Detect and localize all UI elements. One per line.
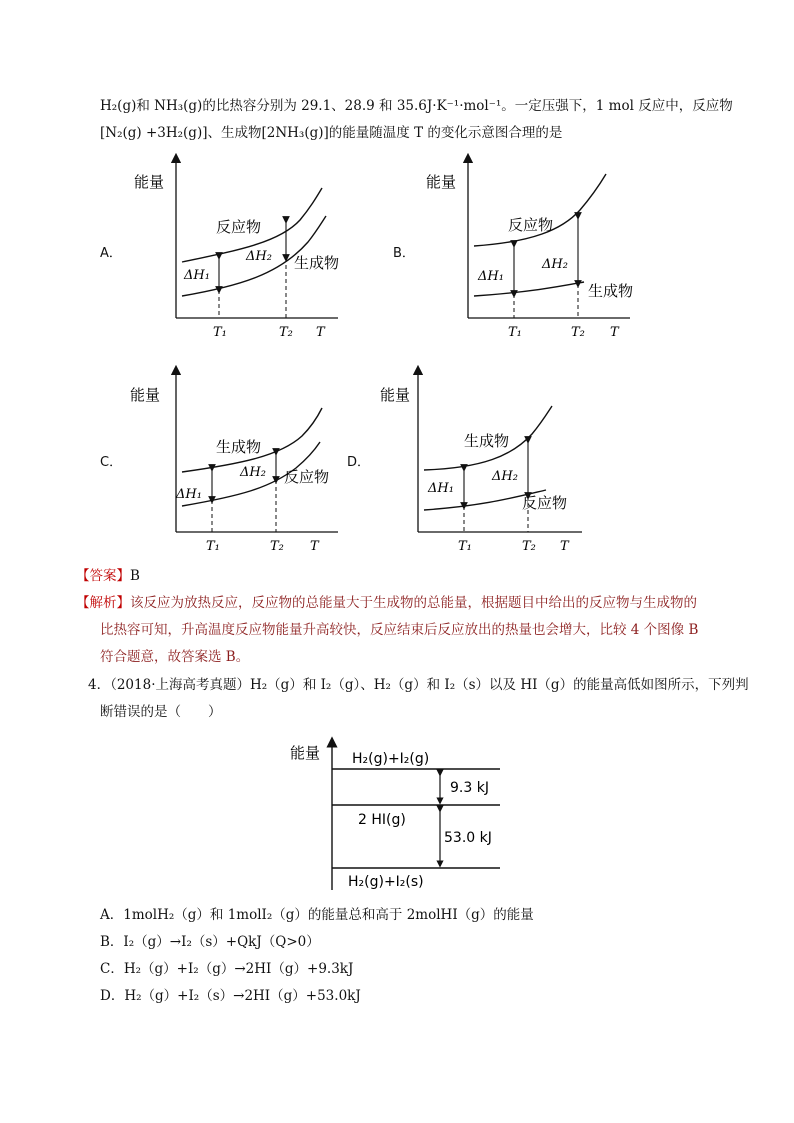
- product-label: 生成物: [294, 254, 340, 272]
- answer-line: [76, 567, 140, 585]
- option-d-letter: D．: [347, 455, 371, 470]
- analysis-line-1: [76, 594, 697, 612]
- graph-b: [412, 150, 642, 350]
- question-stem-line-2: [N₂(g) +3H₂(g)]、生成物[2NH₃(g)]的能量随温度 T 的变化示意图合理的是: [100, 125, 563, 141]
- t1-label: T₁: [206, 539, 220, 554]
- product-label: 生成物: [464, 432, 510, 450]
- answer-value: B: [130, 568, 140, 584]
- diagram-y-label: 能量: [290, 744, 321, 762]
- gap-upper-label: 9.3 kJ: [450, 780, 489, 796]
- choice-a: A．1molH₂（g）和 1molI₂（g）的能量总和高于 2molHI（g）的能量: [100, 907, 534, 923]
- analysis-tag: 【解析】: [76, 595, 130, 611]
- t2-label: T₂: [279, 325, 293, 340]
- t-axis-label: T: [610, 325, 619, 340]
- level-mid-label: 2 HI(g): [358, 812, 406, 828]
- option-a-letter: A．: [100, 246, 122, 261]
- t2-label: T₂: [571, 325, 585, 340]
- option-c-letter: C．: [100, 455, 123, 470]
- graph-a: [120, 150, 350, 350]
- dh1-label: ΔH₁: [428, 481, 454, 496]
- graph-c: [120, 364, 350, 560]
- graph-d: [372, 364, 602, 560]
- product-curve: [474, 282, 584, 296]
- product-label: 生成物: [588, 282, 634, 300]
- t-axis-label: T: [560, 539, 569, 554]
- dh1-label: ΔH₁: [478, 269, 504, 284]
- level-bottom-label: H₂(g)+I₂(s): [348, 874, 424, 890]
- reactant-label: 反应物: [508, 216, 554, 234]
- dh2-label: ΔH₂: [492, 469, 518, 484]
- choice-c: C．H₂（g）+I₂（g）→2HI（g）+9.3kJ: [100, 961, 354, 977]
- reactant-label: 反应物: [284, 468, 330, 486]
- dh1-label: ΔH₁: [184, 268, 210, 283]
- reactant-curve: [474, 174, 606, 246]
- t1-label: T₁: [508, 325, 522, 340]
- analysis-line-3: 符合题意，故答案选 B。: [100, 649, 250, 665]
- dh2-label: ΔH₂: [240, 465, 266, 480]
- analysis-line-2: 比热容可知，升高温度反应物能量升高较快，反应结束后反应放出的热量也会增大，比较 4 个图像 B: [100, 622, 699, 638]
- y-axis-label: 能量: [426, 173, 457, 191]
- question-4-line-2: 断错误的是（ ）: [100, 704, 222, 720]
- t2-label: T₂: [522, 539, 536, 554]
- question-4-line-1: 4．（2018·上海高考真题）H₂（g）和 I₂（g）、H₂（g）和 I₂（s）以及 HI（g）的能量高低如图所示，下列判: [88, 677, 749, 693]
- reactant-label: 反应物: [216, 218, 262, 236]
- t1-label: T₁: [213, 325, 227, 340]
- dh2-label: ΔH₂: [246, 249, 272, 264]
- y-axis-label: 能量: [134, 173, 165, 191]
- dh2-label: ΔH₂: [542, 257, 568, 272]
- option-b-letter: B．: [393, 246, 415, 261]
- t-axis-label: T: [316, 325, 325, 340]
- answer-tag: 【答案】: [76, 568, 130, 584]
- y-axis-label: 能量: [380, 386, 411, 404]
- choice-d: D．H₂（g）+I₂（s）→2HI（g）+53.0kJ: [100, 988, 361, 1004]
- level-top-label: H₂(g)+I₂(g): [352, 751, 430, 767]
- product-label: 生成物: [216, 438, 262, 456]
- reactant-label: 反应物: [522, 494, 568, 512]
- t2-label: T₂: [270, 539, 284, 554]
- gap-lower-label: 53.0 kJ: [444, 830, 492, 846]
- energy-level-diagram: [288, 736, 518, 894]
- dh1-label: ΔH₁: [176, 487, 202, 502]
- t-axis-label: T: [310, 539, 319, 554]
- question-stem-line-1: H₂(g)和 NH₃(g)的比热容分别为 29.1、28.9 和 35.6J·K⁻¹·mol⁻¹。一定压强下，1 mol 反应中，反应物: [100, 98, 733, 114]
- y-axis-label: 能量: [130, 386, 161, 404]
- choice-b: B．I₂（g）→I₂（s）+QkJ（Q>0）: [100, 934, 320, 950]
- t1-label: T₁: [458, 539, 472, 554]
- analysis-text-1: 该反应为放热反应，反应物的总能量大于生成物的总能量，根据题目中给出的反应物与生成物的: [130, 595, 697, 611]
